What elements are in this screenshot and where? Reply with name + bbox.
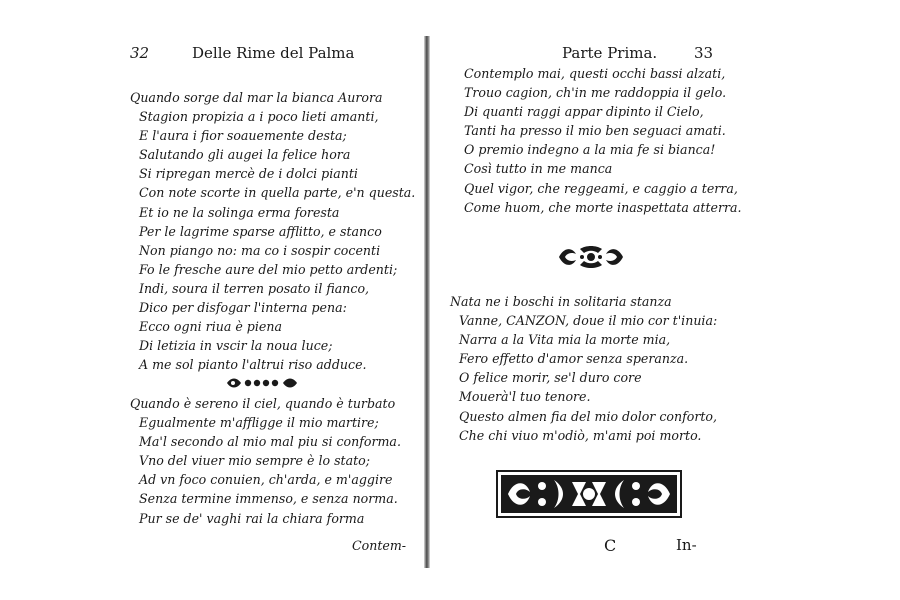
verse-line: Stagion propizia a i poco lieti amanti, (139, 109, 379, 125)
running-head-right: Parte Prima. (562, 44, 658, 62)
verse-line: Fero effetto d'amor senza speranza. (459, 351, 689, 367)
verse-line: Vanne, CANZON, doue il mio cor t'inuia: (459, 313, 718, 329)
envoi-stanza (450, 292, 717, 445)
verse-line: Questo almen fia del mio dolor conforto, (459, 408, 717, 424)
stanza-one (130, 88, 415, 374)
book-gutter (424, 36, 430, 568)
verse-line: Come huom, che morte inaspettata atterra. (464, 199, 742, 215)
page-number-left: 32 (130, 44, 150, 62)
verse-line: Narra a la Vita mia la morte mia, (459, 332, 671, 348)
verse-line: Dico per disfogar l'interna pena: (139, 300, 347, 316)
fleuron-cluster-icon (556, 244, 626, 270)
verse-line: Di letizia in vscir la noua luce; (139, 338, 333, 354)
verse-line: E l'aura i fior soauemente desta; (139, 128, 347, 144)
verse-line: Ecco ogni riua è piena (139, 319, 282, 335)
catchword-left: Contem- (352, 538, 407, 553)
verse-line: Tanti ha presso il mio ben seguaci amati. (464, 123, 726, 139)
verse-line: O felice morir, se'l duro core (459, 370, 642, 386)
verse-line: Egualmente m'affligge il mio martire; (139, 415, 379, 431)
verse-line: Indi, soura il terren posato il fianco, (139, 280, 370, 296)
verse-line: A me sol pianto l'altrui riso adduce. (139, 357, 367, 373)
verse-line: Quando è sereno il ciel, quando è turbato (130, 396, 396, 411)
verse-line: Nata ne i boschi in solitaria stanza (450, 294, 672, 309)
verse-line: Pur se de' vaghi rai la chiara forma (139, 510, 365, 526)
catchword-right: In- (676, 536, 697, 554)
verse-line: Di quanti raggi appar dipinto il Cielo, (464, 104, 704, 120)
verse-line: Per le lagrime sparse afflitto, e stanco (139, 223, 382, 239)
verse-line: Così tutto in me manca (464, 161, 613, 177)
verse-line: Con note scorte in quella parte, e'n questa. (139, 185, 416, 201)
verse-line: Quando sorge dal mar la bianca Aurora (130, 90, 383, 105)
verse-line: Fo le fresche aure del mio petto ardenti; (139, 261, 398, 277)
verse-line: Salutando gli augei la felice hora (139, 147, 351, 163)
verse-line: Ad vn foco conuien, ch'arda, e m'aggire (139, 472, 393, 488)
verse-line: Vno del viuer mio sempre è lo stato; (139, 453, 371, 469)
verse-line: Quel vigor, che reggeami, e caggio a terra, (464, 180, 738, 196)
verse-line: O premio indegno a la mia fe si bianca! (464, 142, 716, 158)
verse-line: Et io ne la solinga erma foresta (139, 204, 340, 220)
stanza-two (130, 394, 401, 528)
woodcut-headpiece-icon (496, 470, 682, 518)
verse-line: Trouo cagion, ch'in me raddoppia il gelo. (464, 85, 727, 101)
verse-line: Si ripregan mercè de i dolci pianti (139, 166, 358, 182)
fleuron-row-icon (225, 376, 301, 390)
verse-line: Ma'l secondo al mio mal piu si conforma. (139, 434, 401, 450)
verse-line: Mouerà'l tuo tenore. (459, 389, 591, 405)
verse-line: Contemplo mai, questi occhi bassi alzati, (464, 66, 726, 81)
verse-line: Non piango no: ma co i sospir cocenti (139, 242, 381, 258)
verse-line: Che chi viuo m'odiò, m'ami poi morto. (459, 427, 702, 443)
signature-mark: C (604, 536, 617, 555)
running-head-left: Delle Rime del Palma (192, 44, 355, 62)
verse-line: Senza termine immenso, e senza norma. (139, 491, 398, 507)
stanza-continued (464, 64, 742, 217)
page-number-right: 33 (694, 44, 714, 62)
